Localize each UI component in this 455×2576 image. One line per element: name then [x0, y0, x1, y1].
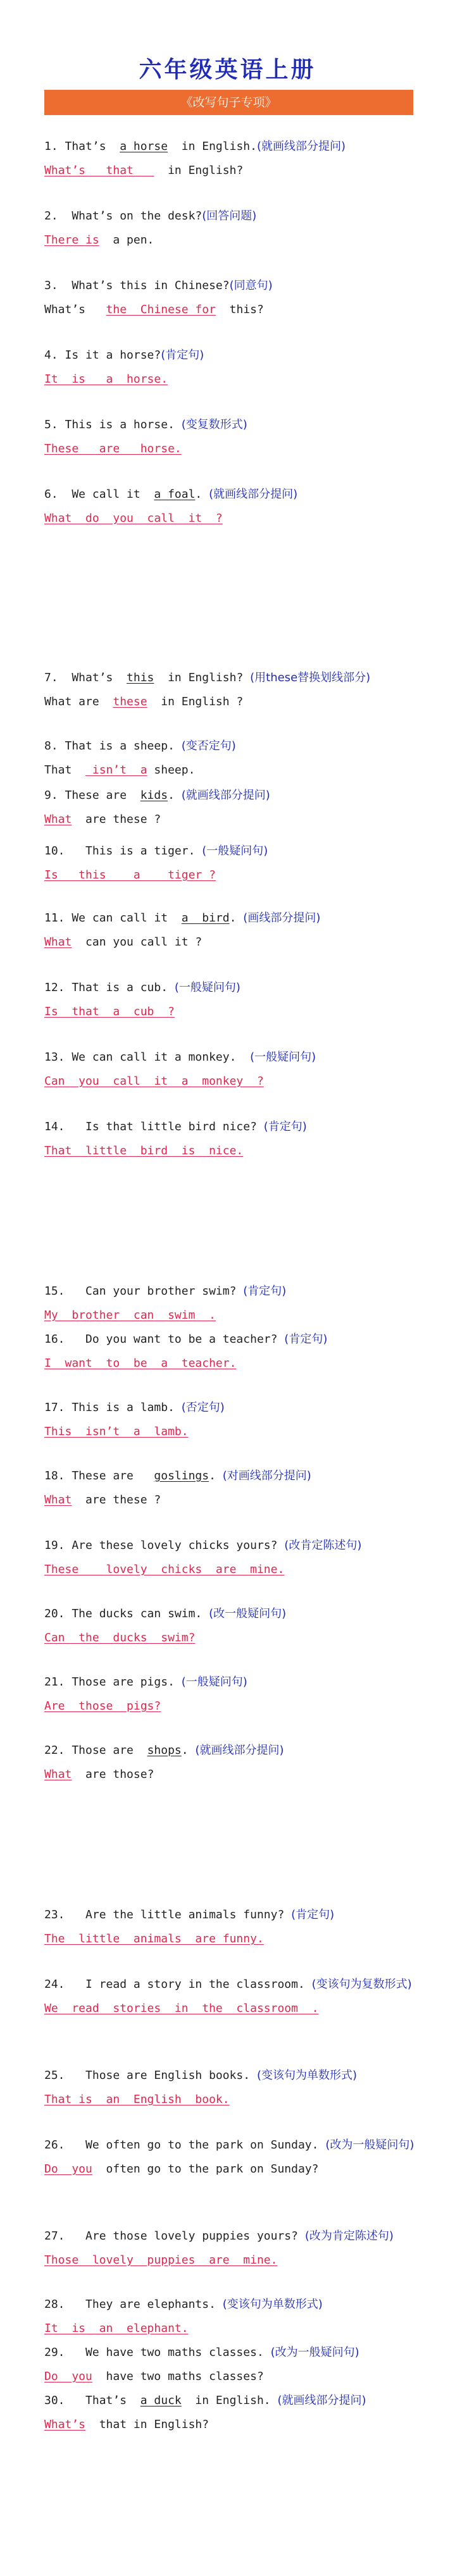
- answer-text: What’s: [44, 164, 86, 177]
- page-title: 六年级英语上册: [139, 56, 316, 83]
- instruction-note: (否定句): [181, 1401, 225, 1414]
- question-9: 9. These are kids. (就画线部分提问) What are these ?: [44, 789, 270, 826]
- question-13: 13. We can call it a monkey. (一般疑问句) Can you call it a monkey ?: [44, 1051, 316, 1088]
- answer-text: Can the ducks swim?: [44, 1631, 196, 1644]
- answer-text: Those lovely puppies are mine.: [44, 2253, 278, 2267]
- instruction-note: (一般疑问句): [181, 1675, 247, 1689]
- question-19: 19. Are these lovely chicks yours? (改肯定陈述句) These lovely chicks are mine.: [44, 1539, 362, 1576]
- question-15: 15. Can your brother swim? (肯定句) My brother can swim .: [44, 1285, 287, 1322]
- answer-text: We read stories in the classroom .: [44, 2002, 319, 2015]
- instruction-note: (改肯定陈述句): [284, 1539, 362, 1552]
- instruction-note: (变该句为单数形式): [222, 2298, 323, 2311]
- instruction-note: (改为一般疑问句): [325, 2138, 414, 2152]
- answer-text: What do you call it ?: [44, 512, 223, 525]
- answer-text: Do you: [44, 2162, 92, 2176]
- answer-text: that: [85, 164, 154, 177]
- question-3: 3. What’s this in Chinese?(同意句) What’s the Chinese for this?: [44, 279, 273, 316]
- question-29: 29. We have two maths classes. (改为一般疑问句) Do you have two maths classes?: [44, 2346, 359, 2383]
- underlined-phrase: a bird: [181, 911, 230, 925]
- instruction-note: (同意句): [229, 279, 273, 292]
- question-25: 25. Those are English books. (变该句为单数形式) That is an English book.: [44, 2069, 357, 2106]
- answer-text: Is this a tiger ?: [44, 868, 216, 882]
- instruction-note: (一般疑问句): [202, 844, 268, 858]
- section-banner: 《改写句子专项》: [44, 90, 413, 115]
- answer-text: What’s: [44, 2418, 86, 2431]
- question-2: 2. What’s on the desk?(回答问题) There is a pen.: [44, 209, 257, 247]
- instruction-note: (画线部分提问): [243, 911, 321, 925]
- instruction-note: (改一般疑问句): [209, 1607, 287, 1620]
- answer-text: Is that a cub ?: [44, 1005, 175, 1018]
- instruction-note: (肯定句): [284, 1333, 328, 1346]
- question-22: 22. Those are shops. (就画线部分提问) What are those?: [44, 1744, 284, 1781]
- underlined-phrase: goslings: [154, 1469, 209, 1482]
- answer-text: I want to be a teacher.: [44, 1357, 237, 1370]
- instruction-note: (肯定句): [161, 348, 204, 362]
- question-27: 27. Are those lovely puppies yours? (改为肯定陈述句) Those lovely puppies are mine.: [44, 2229, 394, 2267]
- underlined-phrase: this: [127, 671, 154, 684]
- question-16: 16. Do you want to be a teacher? (肯定句) I want to be a teacher.: [44, 1333, 328, 1370]
- question-7: 7. What’s this in English? (用these替换划线部分) What are these in English ?: [44, 671, 371, 708]
- instruction-note: (变该句为复数形式): [311, 1978, 412, 1991]
- underlined-phrase: kids: [140, 789, 168, 802]
- answer-text: My brother can swim .: [44, 1309, 216, 1322]
- answer-text: the Chinese for: [106, 303, 216, 316]
- instruction-note: (改为肯定陈述句): [304, 2229, 394, 2243]
- answer-text: Do you: [44, 2370, 92, 2383]
- instruction-note: (肯定句): [263, 1120, 307, 1133]
- answer-text: Can you call it a monkey ?: [44, 1075, 264, 1088]
- answer-text: What: [44, 813, 72, 826]
- instruction-note: (回答问题): [202, 209, 257, 223]
- instruction-note: (变否定句): [181, 739, 236, 753]
- instruction-note: (就画线部分提问): [277, 2394, 366, 2407]
- question-8: 8. That is a sheep. (变否定句) That isn’t a sheep.: [44, 739, 236, 777]
- answer-text: What: [44, 935, 72, 949]
- instruction-note: (就画线部分提问): [195, 1744, 284, 1757]
- answer-text: It is an elephant.: [44, 2322, 189, 2335]
- question-23: 23. Are the little animals funny? (肯定句) The little animals are funny.: [44, 1908, 335, 1945]
- answer-text: That little bird is nice.: [44, 1144, 244, 1157]
- answer-text: That is an English book.: [44, 2093, 230, 2106]
- answer-text: It is a horse.: [44, 373, 168, 386]
- answer-text: isn’t a: [85, 763, 147, 777]
- question-14: 14. Is that little bird nice? (肯定句) That little bird is nice.: [44, 1120, 307, 1157]
- question-5: 5. This is a horse. (变复数形式) These are horse.: [44, 418, 247, 455]
- answer-text: Are those pigs?: [44, 1699, 161, 1713]
- answer-text: What: [44, 1768, 72, 1781]
- instruction-note: (一般疑问句): [174, 981, 240, 994]
- answer-text: These are horse.: [44, 442, 182, 455]
- instruction-note: (就画线部分提问): [209, 488, 298, 501]
- question-11: 11. We can call it a bird. (画线部分提问) What can you call it ?: [44, 911, 321, 949]
- underlined-phrase: a horse: [120, 140, 168, 153]
- question-12: 12. That is a cub. (一般疑问句) Is that a cub ?: [44, 981, 240, 1018]
- question-24: 24. I read a story in the classroom. (变该句为复数形式) We read stories in the classroom .: [44, 1978, 412, 2015]
- instruction-note: (一般疑问句): [250, 1051, 316, 1064]
- answer-text: these: [113, 695, 147, 708]
- instruction-note: (就画线部分提问): [181, 789, 270, 802]
- instruction-note: (肯定句): [291, 1908, 335, 1921]
- instruction-note: (改为一般疑问句): [270, 2346, 359, 2359]
- question-4: 4. Is it a horse?(肯定句) It is a horse.: [44, 348, 204, 386]
- instruction-note: (用these替换划线部分): [250, 671, 371, 684]
- instruction-note: (对画线部分提问): [222, 1469, 311, 1482]
- instruction-note: (肯定句): [243, 1285, 287, 1298]
- question-28: 28. They are elephants. (变该句为单数形式) It is an elephant.: [44, 2298, 323, 2335]
- instruction-note: (变复数形式): [181, 418, 247, 431]
- question-21: 21. Those are pigs. (一般疑问句) Are those pigs?: [44, 1675, 247, 1713]
- question-1: 1. That’s a horse in English.(就画线部分提问) What’s that in English?: [44, 140, 346, 177]
- question-26: 26. We often go to the park on Sunday. (改为一般疑问句) Do you often go to the park on Sunday?: [44, 2138, 414, 2176]
- question-30: 30. That’s a duck in English. (就画线部分提问) What’s that in English?: [44, 2394, 366, 2431]
- instruction-note: (就画线部分提问): [256, 140, 346, 153]
- question-17: 17. This is a lamb. (否定句) This isn’t a lamb.: [44, 1401, 225, 1438]
- question-18: 18. These are goslings. (对画线部分提问) What are these ?: [44, 1469, 311, 1507]
- underlined-phrase: shops: [147, 1744, 182, 1757]
- underlined-phrase: a foal: [154, 488, 196, 501]
- instruction-note: (变该句为单数形式): [256, 2069, 357, 2082]
- question-10: 10. This is a tiger. (一般疑问句) Is this a tiger ?: [44, 844, 268, 882]
- answer-text: What: [44, 1493, 72, 1507]
- answer-text: There is: [44, 233, 99, 247]
- answer-text: This isn’t a lamb.: [44, 1425, 189, 1438]
- answer-text: The little animals are funny.: [44, 1932, 264, 1945]
- question-6: 6. We call it a foal. (就画线部分提问) What do you call it ?: [44, 488, 298, 525]
- underlined-phrase: a duck: [140, 2394, 182, 2407]
- answer-text: These lovely chicks are mine.: [44, 1563, 285, 1576]
- question-20: 20. The ducks can swim. (改一般疑问句) Can the ducks swim?: [44, 1607, 287, 1644]
